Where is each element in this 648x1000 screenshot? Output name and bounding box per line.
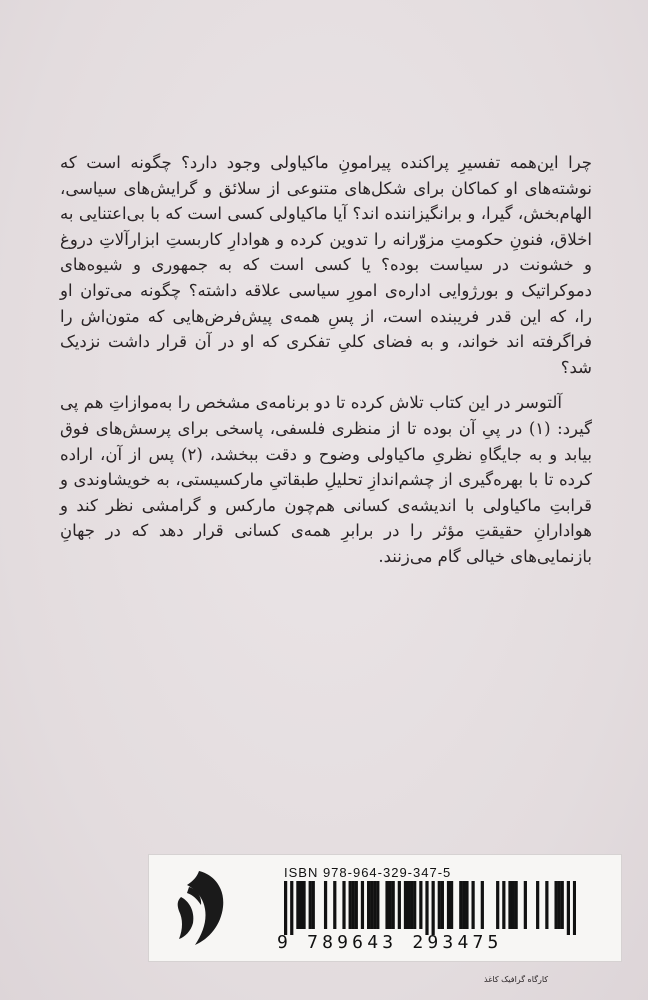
barcode-bar <box>419 881 422 929</box>
barcode-bar <box>407 881 410 929</box>
barcode-bar <box>398 881 401 929</box>
isbn-label: ISBN 978-964-329-347-5 <box>284 865 452 880</box>
barcode-bar <box>309 881 312 929</box>
barcode-bar <box>392 881 395 929</box>
barcode-bar <box>425 881 428 935</box>
barcode-bar <box>352 881 355 929</box>
barcode-bar <box>389 881 392 929</box>
barcode-bar <box>554 881 557 929</box>
barcode-bar <box>438 881 441 929</box>
back-cover-blurb <box>60 150 592 570</box>
barcode-bar <box>296 881 299 929</box>
barcode-bar <box>342 881 345 929</box>
barcode-bar <box>511 881 514 929</box>
barcode-bar <box>558 881 561 929</box>
barcode-bars <box>284 881 576 935</box>
barcode-bar <box>312 881 315 929</box>
barcode-bar <box>459 881 462 929</box>
barcode-bar <box>502 881 505 929</box>
blurb-paragraph-1: چرا این‌همه تفسیرِ پراکنده پیرامونِ ماکیاولی وجود دارد؟ چگونه است که نوشته‌های او کماکان برای شکل‌های متنوعی از سلائق و گرایش‌های سیاسی، الهام‌بخش، گیرا، و برانگیزاننده اند؟ آیا ماکیاولی کسی است که با بی‌اعتنایی به اخلاق، فنونِ حکومتِ مزوّرانه را تدوین کرده و هوادارِ کاربستِ ابزارآلاتِ دروغ و خشونت در سیاست بوده؟ یا کسی است که به جمهوری و شیوه‌های دموکراتیک و بورژوایی اداره‌ی امورِ سیاسی علاقه داشته؟ چگونه می‌توان او را، که این قدر فریبنده است، از پسِ همه‌ی پیش‌فرض‌هایی که متون‌اش را فراگرفته اند خواند، و به فضای کلیِ تفکری که او در آن قرار داشت نزدیک شد؟ <box>60 153 592 377</box>
barcode-bar <box>302 881 305 929</box>
barcode-bar <box>333 881 336 929</box>
barcode-bar <box>284 881 287 935</box>
barcode-bar <box>545 881 548 929</box>
barcode-bar <box>508 881 511 929</box>
barcode-bar <box>324 881 327 929</box>
barcode-bar <box>561 881 564 929</box>
barcode-bar <box>370 881 373 929</box>
barcode-bar <box>515 881 518 929</box>
barcode-digits: 9 789643 293475 <box>277 932 503 953</box>
barcode-bar <box>462 881 465 929</box>
barcode-bar <box>465 881 468 929</box>
barcode-bar <box>355 881 358 929</box>
barcode-bar <box>404 881 407 929</box>
barcode-bar <box>536 881 539 929</box>
barcode-bar <box>481 881 484 929</box>
designer-credit: کارگاه گرافیک کاغذ <box>484 975 549 984</box>
publisher-logo-icon <box>169 867 229 949</box>
barcode-bar <box>447 881 450 929</box>
barcode-bar <box>385 881 388 929</box>
barcode-bar <box>290 881 293 935</box>
barcode-panel <box>148 854 622 962</box>
barcode-bar <box>410 881 413 929</box>
barcode-bar <box>376 881 379 929</box>
barcode-bar <box>432 881 435 935</box>
barcode-bar <box>373 881 376 929</box>
barcode-bar <box>299 881 302 929</box>
barcode-bar <box>524 881 527 929</box>
barcode-bar <box>413 881 416 929</box>
barcode-bar <box>367 881 370 929</box>
barcode-bar <box>567 881 570 935</box>
barcode-bar <box>349 881 352 929</box>
barcode-bar <box>573 881 576 935</box>
barcode-bar <box>450 881 453 929</box>
barcode-bar <box>441 881 444 929</box>
barcode-bar <box>471 881 474 929</box>
barcode-bar <box>496 881 499 929</box>
blurb-paragraph-2: آلتوسر در این کتاب تلاش کرده تا دو برنامه‌ی مشخص را به‌موازاتِ هم پی گیرد: (۱) در پیِ آن بوده تا از منظری فلسفی، پاسخی برای پرسش‌های فوق بیابد و به جایگاهِ نظریِ ماکیاولی وضوح و دقت ببخشد، (۲) پس از آن، اراده کرده تا با بهره‌گیری از چشم‌اندازِ تحلیلِ طبقاتیِ مارکسیستی، به خویشاوندی و قرابتِ ماکیاولی با اندیشه‌ی کسانی هم‌چون مارکس و گرامشی نظر کند و هوادارانِ حقیقتِ مؤثر را در برابرِ همه‌ی کسانی قرار دهد که در جهانِ بازنمایی‌های خیالی گام می‌زنند. <box>60 393 592 566</box>
barcode-bar <box>361 881 364 929</box>
